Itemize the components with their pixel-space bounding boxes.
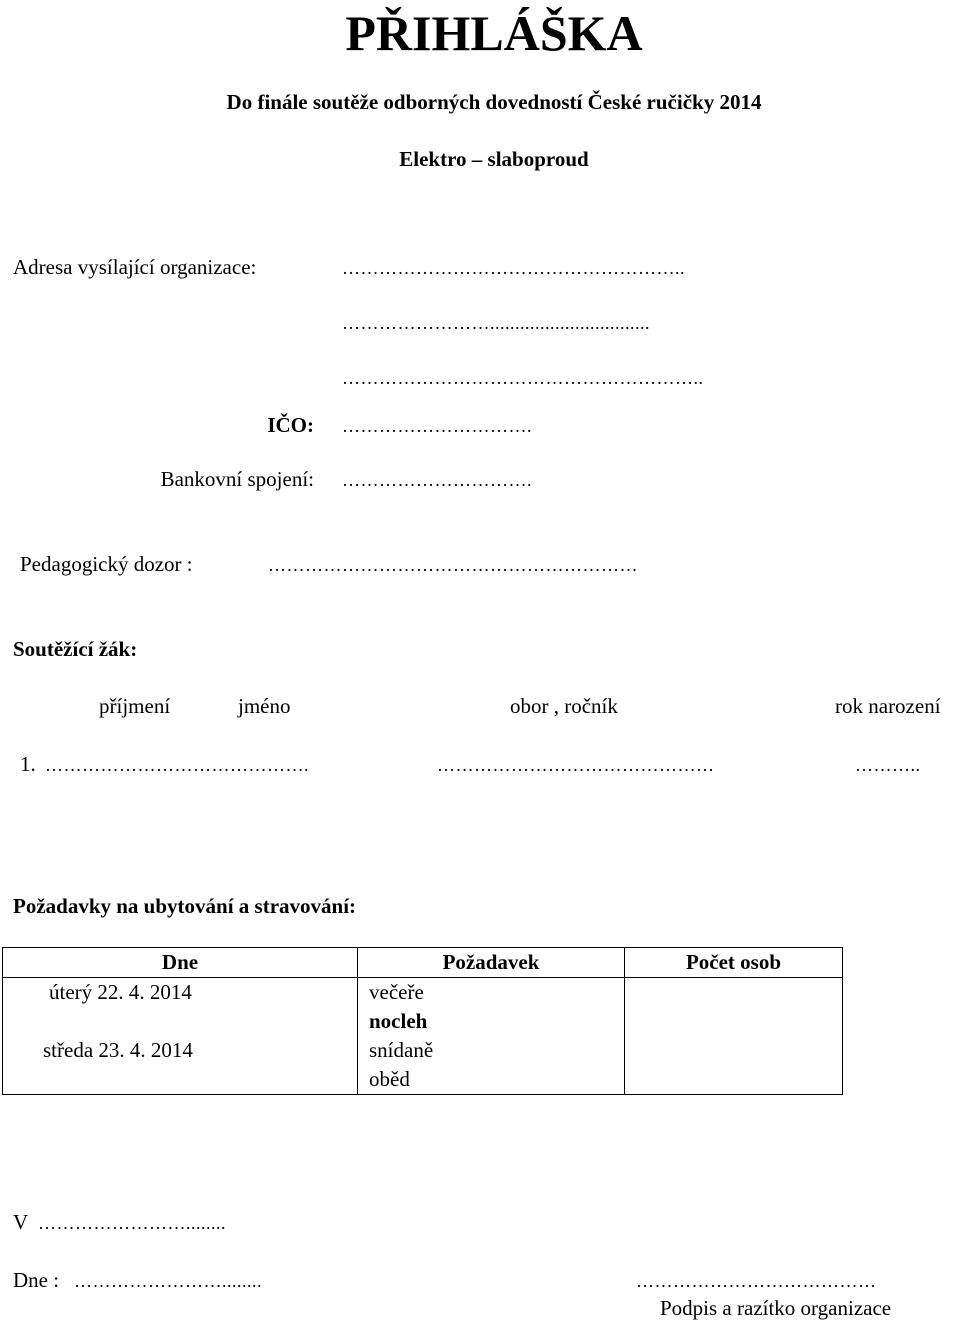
day-tuesday: úterý 22. 4. 2014	[49, 980, 192, 1004]
page-title: PŘIHLÁŠKA	[345, 5, 643, 61]
supervisor-field[interactable]: ……………………………………………………	[268, 555, 638, 575]
place-field[interactable]: ……………………........	[38, 1213, 226, 1233]
header-request: Požadavek	[358, 948, 625, 978]
bank-field[interactable]: ………………………….	[342, 470, 532, 490]
address-line-1[interactable]: ………………………………………………..	[342, 258, 685, 278]
date-field[interactable]: ……………………........	[74, 1271, 262, 1291]
signature-field[interactable]: …………………………………	[636, 1271, 877, 1291]
student-birth-field[interactable]: ………..	[855, 755, 921, 775]
request-overnight: nocleh	[369, 1009, 428, 1033]
address-label: Adresa vysílající organizace:	[13, 255, 257, 279]
request-breakfast: snídaně	[369, 1038, 434, 1062]
header-count: Počet osob	[625, 948, 843, 978]
place-label: V	[13, 1210, 29, 1234]
col-birth-year: rok narození	[835, 694, 941, 718]
request-dinner: večeře	[369, 980, 424, 1004]
col-surname: příjmení	[99, 694, 171, 718]
requirements-table	[2, 947, 843, 1095]
competition-subtitle: Do finále soutěže odborných dovedností České ručičky 2014	[226, 90, 762, 114]
address-line-3[interactable]: …………………………………………………..	[342, 368, 704, 388]
signature-label: Podpis a razítko organizace	[660, 1296, 892, 1320]
col-name: jméno	[238, 694, 291, 718]
student-row-number: 1.	[20, 752, 36, 776]
table-row	[3, 978, 843, 1095]
student-field-year-field[interactable]: ………………………………………	[437, 755, 715, 775]
student-heading: Soutěžící žák:	[13, 637, 138, 661]
request-cell	[358, 978, 625, 1095]
table-header-row	[3, 948, 843, 978]
date-label: Dne :	[13, 1268, 60, 1292]
request-lunch: oběd	[369, 1067, 410, 1091]
col-field-year: obor , ročník	[510, 694, 618, 718]
requirements-heading: Požadavky na ubytování a stravování:	[13, 894, 357, 918]
student-name-field[interactable]: …………………………………….	[45, 755, 309, 775]
bank-label: Bankovní spojení:	[160, 467, 314, 491]
competition-category: Elektro – slaboproud	[399, 147, 589, 171]
day-wednesday: středa 23. 4. 2014	[43, 1038, 193, 1062]
day-cell	[3, 978, 358, 1095]
count-cell[interactable]	[625, 978, 843, 1095]
ico-label: IČO:	[267, 413, 314, 437]
address-line-2[interactable]: ……………………................................	[342, 313, 650, 333]
ico-field[interactable]: ………………………….	[342, 416, 532, 436]
supervisor-label: Pedagogický dozor :	[20, 552, 193, 576]
header-day: Dne	[3, 948, 358, 978]
